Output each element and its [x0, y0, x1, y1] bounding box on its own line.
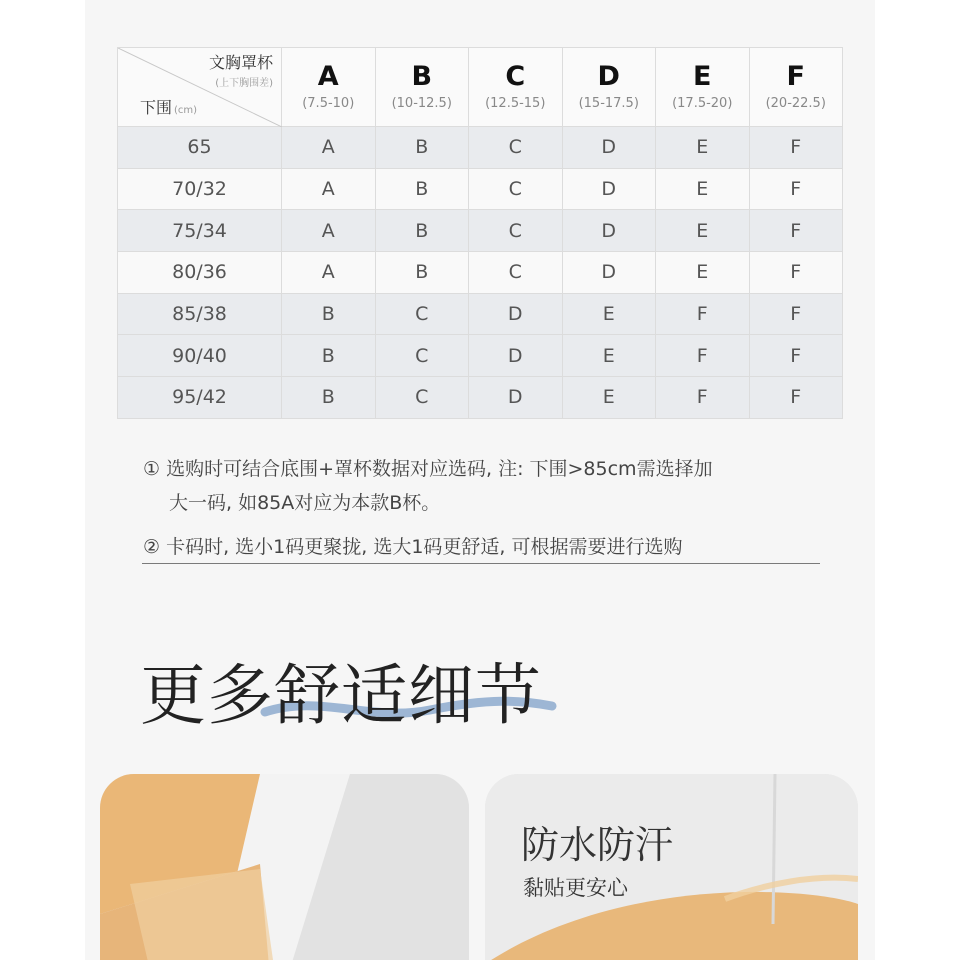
cup-cell: E	[656, 127, 750, 169]
size-chart-table	[117, 47, 843, 419]
cup-cell: E	[656, 252, 750, 294]
table-row	[118, 168, 843, 210]
cup-cell: B	[375, 252, 469, 294]
cup-cell: F	[749, 293, 843, 335]
cup-cell: B	[375, 210, 469, 252]
note-2: ② 卡码时, 选小1码更聚拢, 选大1码更舒适, 可根据需要进行选购	[143, 536, 683, 558]
cup-header-a: A (7.5-10)	[282, 48, 376, 127]
cup-cell: A	[282, 168, 376, 210]
cup-cell: F	[656, 377, 750, 419]
cup-range-d: (15-17.5)	[578, 96, 639, 111]
cup-cell: A	[282, 252, 376, 294]
cup-cell: C	[469, 252, 563, 294]
cup-cell: D	[562, 127, 656, 169]
cup-header-e: E (17.5-20)	[656, 48, 750, 127]
cup-cell: D	[562, 252, 656, 294]
cup-cell: C	[375, 293, 469, 335]
card-feature-subtitle: 黏贴更安心	[523, 876, 628, 900]
band-size-cell: 95/42	[118, 377, 282, 419]
cup-header-c: C (12.5-15)	[469, 48, 563, 127]
card-feature-title: 防水防汗	[521, 823, 674, 867]
cup-cell: B	[375, 168, 469, 210]
cup-cell: F	[749, 127, 843, 169]
cup-header-f: F (20-22.5)	[749, 48, 843, 127]
cup-cell: F	[749, 210, 843, 252]
cup-range-b: (10-12.5)	[391, 96, 452, 111]
table-row	[118, 252, 843, 294]
cup-cell: C	[375, 377, 469, 419]
cup-cell: E	[562, 335, 656, 377]
cup-cell: D	[562, 210, 656, 252]
cup-axis-label: 文胸罩杯	[208, 53, 273, 72]
cup-cell: A	[282, 127, 376, 169]
cup-cell: D	[469, 377, 563, 419]
sizing-notes	[143, 452, 823, 564]
cup-cell: C	[469, 168, 563, 210]
band-axis-unit: (cm)	[174, 105, 198, 116]
cup-cell: E	[562, 293, 656, 335]
detail-card-right	[485, 774, 858, 960]
cup-cell: F	[749, 252, 843, 294]
cup-header-b: B (10-12.5)	[375, 48, 469, 127]
cup-cell: C	[469, 127, 563, 169]
band-size-cell: 65	[118, 127, 282, 169]
table-row	[118, 377, 843, 419]
note-1-continued: 大一码, 如85A对应为本款B杯。	[169, 492, 441, 514]
cup-cell: D	[562, 168, 656, 210]
table-row	[118, 127, 843, 169]
cup-cell: B	[282, 293, 376, 335]
product-detail-page	[85, 0, 875, 960]
cup-cell: A	[282, 210, 376, 252]
cup-axis-sublabel: (上下胸围差)	[215, 78, 273, 89]
cup-cell: E	[562, 377, 656, 419]
cup-cell: F	[656, 293, 750, 335]
notes-divider	[142, 563, 820, 564]
table-row	[118, 293, 843, 335]
size-chart-header-row	[118, 48, 843, 127]
cup-range-c: (12.5-15)	[485, 96, 546, 111]
cup-cell: B	[282, 335, 376, 377]
cup-cell: D	[469, 293, 563, 335]
cup-range-f: (20-22.5)	[765, 96, 826, 111]
cup-cell: E	[656, 210, 750, 252]
cup-range-e: (17.5-20)	[672, 96, 733, 111]
band-size-cell: 85/38	[118, 293, 282, 335]
cup-cell: C	[469, 210, 563, 252]
cup-cell: D	[469, 335, 563, 377]
cup-cell: B	[282, 377, 376, 419]
band-size-cell: 90/40	[118, 335, 282, 377]
cup-cell: B	[375, 127, 469, 169]
cup-cell: E	[656, 168, 750, 210]
cup-cell: F	[749, 168, 843, 210]
band-size-cell: 75/34	[118, 210, 282, 252]
cup-cell: C	[375, 335, 469, 377]
note-1: ① 选购时可结合底围+罩杯数据对应选码, 注: 下围>85cm需选择加	[143, 458, 713, 480]
detail-card-left	[100, 774, 469, 960]
band-axis-label: 下围 (cm)	[140, 98, 198, 117]
section-heading-block	[140, 642, 570, 732]
size-chart-corner-cell	[118, 48, 282, 127]
table-row	[118, 210, 843, 252]
cup-header-d: D (15-17.5)	[562, 48, 656, 127]
cup-cell: F	[749, 377, 843, 419]
section-heading: 更多舒适细节	[140, 657, 542, 734]
cup-range-a: (7.5-10)	[302, 96, 355, 111]
band-size-cell: 70/32	[118, 168, 282, 210]
product-photo	[100, 774, 469, 960]
cup-cell: F	[656, 335, 750, 377]
table-row	[118, 335, 843, 377]
band-size-cell: 80/36	[118, 252, 282, 294]
cup-cell: F	[749, 335, 843, 377]
